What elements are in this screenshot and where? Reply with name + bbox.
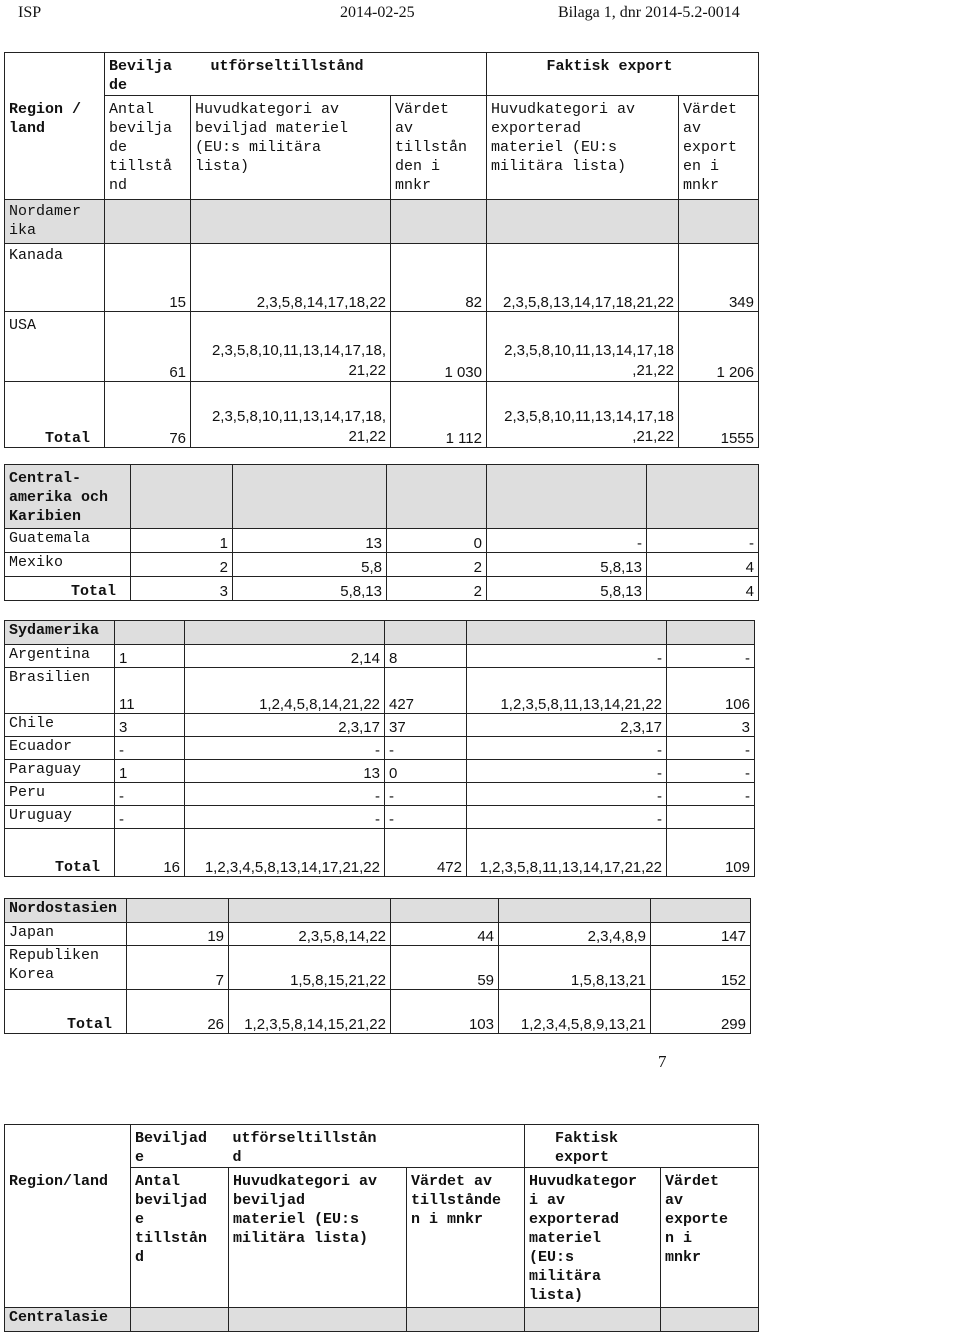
header-left: ISP (18, 4, 42, 21)
table-row (5, 923, 751, 946)
col-category: Huvudkategori av beviljad materiel (EU:s militära lista) (229, 1168, 407, 1308)
cell-export-category: - (487, 529, 647, 553)
group-header-actual: Faktisk export (525, 1125, 759, 1168)
region-row-central-asia (5, 1308, 759, 1332)
country-name: Japan (5, 923, 127, 946)
cell-export-category: 5,8,13 (487, 577, 647, 601)
column-header-row (5, 96, 759, 200)
country-name: Paraguay (5, 760, 115, 783)
cell-export-value: - (667, 760, 755, 783)
total-row (5, 382, 759, 448)
cell-count: - (115, 783, 185, 806)
group-header-granted: Beviljad e (131, 1125, 229, 1168)
cell-value: 1 112 (391, 382, 487, 448)
col-region: Region / land (5, 96, 105, 200)
country-name: Republiken Korea (5, 946, 127, 990)
cell-export-value: - (667, 783, 755, 806)
table-row (5, 714, 755, 737)
south-america-table (4, 620, 755, 877)
cell-export-value: 349 (679, 244, 759, 312)
cell-value: 2 (387, 577, 487, 601)
cell-count: 61 (105, 312, 191, 382)
cell-export-value: 4 (647, 553, 759, 577)
cell-category: 2,3,17 (185, 714, 385, 737)
cell-category: 2,14 (185, 645, 385, 668)
table-row (5, 760, 755, 783)
country-kanada: Kanada (5, 244, 105, 312)
country-name: Guatemala (5, 529, 131, 553)
cell-export-value: - (667, 737, 755, 760)
export-table-2 (4, 1124, 759, 1332)
group-header-granted-2: utförseltillstån d (229, 1125, 525, 1168)
cell-category: 2,3,5,8,10,11,13,14,17,18, 21,22 (191, 312, 391, 382)
cell-count: 1 (115, 760, 185, 783)
region-heading-central-america: Central- amerika och Karibien (5, 465, 131, 529)
cell-export-value: 109 (667, 829, 755, 877)
region-row-north-america (5, 200, 759, 244)
cell-export-value (667, 806, 755, 829)
col-export-category: Huvudkategor i av exporterad materiel (EU:s militära lista) (525, 1168, 661, 1308)
region-row-south-america (5, 621, 755, 645)
cell-export-category: 5,8,13 (487, 553, 647, 577)
cell-category: 5,8,13 (233, 577, 387, 601)
cell-value: 472 (385, 829, 467, 877)
cell-category: 5,8 (233, 553, 387, 577)
table-row (5, 806, 755, 829)
cell-value: 82 (391, 244, 487, 312)
col-export-category: Huvudkategori av exporterad materiel (EU:s militära lista) (487, 96, 679, 200)
cell-count: - (115, 806, 185, 829)
cell-export-category: - (467, 806, 667, 829)
cell-category: 2,3,5,8,10,11,13,14,17,18, 21,22 (191, 382, 391, 448)
header-reference: Bilaga 1, dnr 2014-5.2-0014 (558, 4, 740, 21)
total-row (5, 990, 751, 1034)
cell-export-value: - (667, 645, 755, 668)
cell-count: - (115, 737, 185, 760)
cell-count: 76 (105, 382, 191, 448)
col-count: Antal bevilja de tillstå nd (105, 96, 191, 200)
cell-count: 7 (127, 946, 229, 990)
cell-value: - (385, 737, 467, 760)
region-row-northeast-asia (5, 899, 751, 923)
cell-count: 26 (127, 990, 229, 1034)
cell-value: - (385, 783, 467, 806)
table-row (5, 737, 755, 760)
total-label: Total (5, 829, 115, 877)
cell-value: 427 (385, 668, 467, 714)
cell-category: - (185, 806, 385, 829)
total-row (5, 577, 759, 601)
country-name: Ecuador (5, 737, 115, 760)
cell-export-category: - (467, 737, 667, 760)
cell-export-category: 2,3,5,8,10,11,13,14,17,18 ,21,22 (487, 312, 679, 382)
cell-category: 1,2,3,4,5,8,13,14,17,21,22 (185, 829, 385, 877)
cell-value: 2 (387, 553, 487, 577)
cell-value: 8 (385, 645, 467, 668)
country-name: Uruguay (5, 806, 115, 829)
cell-count: 1 (131, 529, 233, 553)
cell-export-category: 2,3,4,8,9 (499, 923, 651, 946)
country-name: Chile (5, 714, 115, 737)
group-header-granted-2: utförseltillstånd (191, 53, 487, 96)
col-export-value: Värdet av exporte n i mnkr (661, 1168, 759, 1308)
cell-category: 2,3,5,8,14,17,18,22 (191, 244, 391, 312)
cell-category: 1,2,3,5,8,14,15,21,22 (229, 990, 391, 1034)
group-header-actual: Faktisk export (487, 53, 759, 96)
col-category: Huvudkategori av beviljad materiel (EU:s militära lista) (191, 96, 391, 200)
cell-category: 2,3,5,8,14,22 (229, 923, 391, 946)
country-name: Peru (5, 783, 115, 806)
table-row (5, 783, 755, 806)
cell-count: 3 (131, 577, 233, 601)
col-region: Region/land (5, 1168, 131, 1308)
cell-count: 19 (127, 923, 229, 946)
table-row (5, 244, 759, 312)
cell-category: 13 (185, 760, 385, 783)
col-count: Antal beviljad e tillstån d (131, 1168, 229, 1308)
col-value: Värdet av tillstån den i mnkr (391, 96, 487, 200)
table-row (5, 668, 755, 714)
col-value: Värdet av tillstånde n i mnkr (407, 1168, 525, 1308)
cell-export-category: 1,2,3,5,8,11,13,14,17,21,22 (467, 829, 667, 877)
cell-count: 15 (105, 244, 191, 312)
cell-export-value: 1 206 (679, 312, 759, 382)
cell-export-category: 2,3,17 (467, 714, 667, 737)
cell-export-category: 1,2,3,4,5,8,9,13,21 (499, 990, 651, 1034)
page-number: 7 (658, 1052, 667, 1071)
total-label: Total (5, 990, 127, 1034)
cell-count: 3 (115, 714, 185, 737)
cell-category: - (185, 783, 385, 806)
cell-export-category: 1,2,3,5,8,11,13,14,21,22 (467, 668, 667, 714)
cell-export-category: 1,5,8,13,21 (499, 946, 651, 990)
cell-count: 1 (115, 645, 185, 668)
cell-value: - (385, 806, 467, 829)
cell-export-category: 2,3,5,8,10,11,13,14,17,18 ,21,22 (487, 382, 679, 448)
cell-export-value: 3 (667, 714, 755, 737)
table-row (5, 529, 759, 553)
cell-value: 1 030 (391, 312, 487, 382)
total-label: Total (5, 577, 131, 601)
cell-count: 16 (115, 829, 185, 877)
cell-export-value: 152 (651, 946, 751, 990)
table-row (5, 645, 755, 668)
column-header-row (5, 1168, 759, 1308)
group-header-row (5, 53, 759, 96)
table-row (5, 553, 759, 577)
cell-category: - (185, 737, 385, 760)
group-header-granted: Bevilja de (105, 53, 191, 96)
header-date: 2014-02-25 (340, 4, 415, 21)
cell-count: 2 (131, 553, 233, 577)
cell-value: 0 (387, 529, 487, 553)
cell-count: 11 (115, 668, 185, 714)
region-heading-north-america: Nordamer ika (5, 200, 105, 244)
cell-export-category: 2,3,5,8,13,14,17,18,21,22 (487, 244, 679, 312)
table-row (5, 312, 759, 382)
cell-export-value: 1555 (679, 382, 759, 448)
cell-category: 1,5,8,15,21,22 (229, 946, 391, 990)
cell-export-category: - (467, 645, 667, 668)
region-row-central-america (5, 465, 759, 529)
col-export-value: Värdet av export en i mnkr (679, 96, 759, 200)
table-row (5, 946, 751, 990)
cell-export-value: 4 (647, 577, 759, 601)
region-heading-northeast-asia: Nordostasien (5, 899, 127, 923)
country-name: Brasilien (5, 668, 115, 714)
cell-category: 1,2,4,5,8,14,21,22 (185, 668, 385, 714)
total-label: Total (5, 382, 105, 448)
cell-export-value: 106 (667, 668, 755, 714)
country-name: Argentina (5, 645, 115, 668)
cell-value: 0 (385, 760, 467, 783)
group-header-row (5, 1125, 759, 1168)
northeast-asia-table (4, 898, 751, 1034)
cell-export-value: - (647, 529, 759, 553)
cell-value: 37 (385, 714, 467, 737)
region-heading-central-asia: Centralasie (5, 1308, 131, 1332)
cell-category: 13 (233, 529, 387, 553)
cell-export-value: 147 (651, 923, 751, 946)
central-america-table (4, 464, 759, 601)
country-usa: USA (5, 312, 105, 382)
cell-export-value: 299 (651, 990, 751, 1034)
export-table-1 (4, 52, 759, 448)
country-name: Mexiko (5, 553, 131, 577)
cell-value: 59 (391, 946, 499, 990)
region-heading-south-america: Sydamerika (5, 621, 115, 645)
cell-export-category: - (467, 783, 667, 806)
total-row (5, 829, 755, 877)
cell-value: 44 (391, 923, 499, 946)
cell-value: 103 (391, 990, 499, 1034)
cell-export-category: - (467, 760, 667, 783)
